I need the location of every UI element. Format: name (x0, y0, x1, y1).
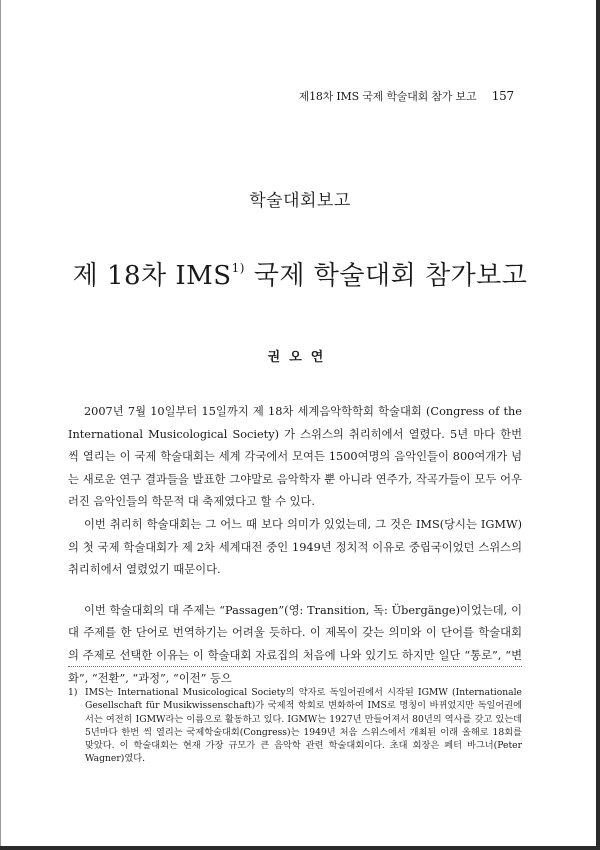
paragraph-3: 이번 학술대회의 대 주제는 “Passagen”(영: Transition, 독: Übergänge)이었는데, 이 대 주제를 한 단어로 번역하기는 어려울 듯하다. 이 제목이 갖는 의미와 이 단어를 학술대회의 주제로 선택한 이유는 이 학술대회 자료집의 처음에 나와 있기도 하지만 일단 “통로”, “변화”, “전환”, “과정”, “이전” 등으 (68, 603, 522, 685)
section-label: 학술대회보고 (249, 191, 351, 211)
page-edge-right (596, 0, 600, 850)
author-name: 권오연 (267, 350, 333, 365)
paragraph-2: 이번 취리히 학술대회는 그 어느 때 보다 의미가 있었는데, 그 것은 IMS(당시는 IGMW)의 첫 국제 학술대회가 제 2차 세계대전 중인 1949년 정치적 이유로 중립국이었던 스위스의 취리히에서 열렸었기 때문이다. (68, 517, 522, 577)
footnote-marker: 1) (68, 687, 78, 698)
footnote-divider (68, 666, 522, 667)
running-header (299, 88, 514, 104)
title-footnote-marker[interactable]: 1) (231, 261, 245, 276)
page-edge-left (0, 0, 1, 850)
paragraph-1: 2007년 7월 10일부터 15일까지 제 18차 세계음악학학회 학술대회 (Congress of the International Musicological Society) 가 스위스의 취리히에서 열렸다. 5년 마다 한번 씩 열리는 이 국제 학술대회는 세계 각국에서 모여든 1500여명의 음악인들이 800여개가 넘는 새로운 연구 결과들을 발표한 그야말로 음악학자 뿐 아니라 연주가, 작곡가들이 모두 어우러진 음악인들의 학문적 대 축제였다고 할 수 있다. (68, 405, 522, 509)
page-edge-bottom (0, 846, 600, 850)
title-text: 제 18차 IMS (72, 261, 232, 292)
article-body (68, 401, 522, 690)
footnote (68, 686, 522, 766)
title-rest: 국제 학술대회 참가보고 (244, 261, 528, 292)
footnote-text: IMS는 International Musicological Society의 약자로 독일어권에서 시작된 IGMW (Internationale Gesellschaft für Musikwissenschaft)가 국제적 학회로 변화하여 IMS로 명칭이 바뀌었지만 독일어권에서는 여전히 IGMW라는 이름으로 활동하고 있다. IGMW는 1927년 만들어져서 80년의 역사를 갖고 있는데 5년마다 한번 씩 열리는 국제학술대회(Congress)는 1949년 처음 스위스에서 개최된 이래 올해로 18회를 맞았다. 이 학술대회는 현재 가장 규모가 큰 음악학 관련 학술대회이다. 초대 회장은 페터 바그너(Peter Wagner)였다. (85, 687, 522, 765)
page-number: 157 (491, 89, 514, 103)
running-title: 제18차 IMS 국제 학술대회 참가 보고 (298, 90, 477, 103)
article-title (0, 255, 600, 292)
